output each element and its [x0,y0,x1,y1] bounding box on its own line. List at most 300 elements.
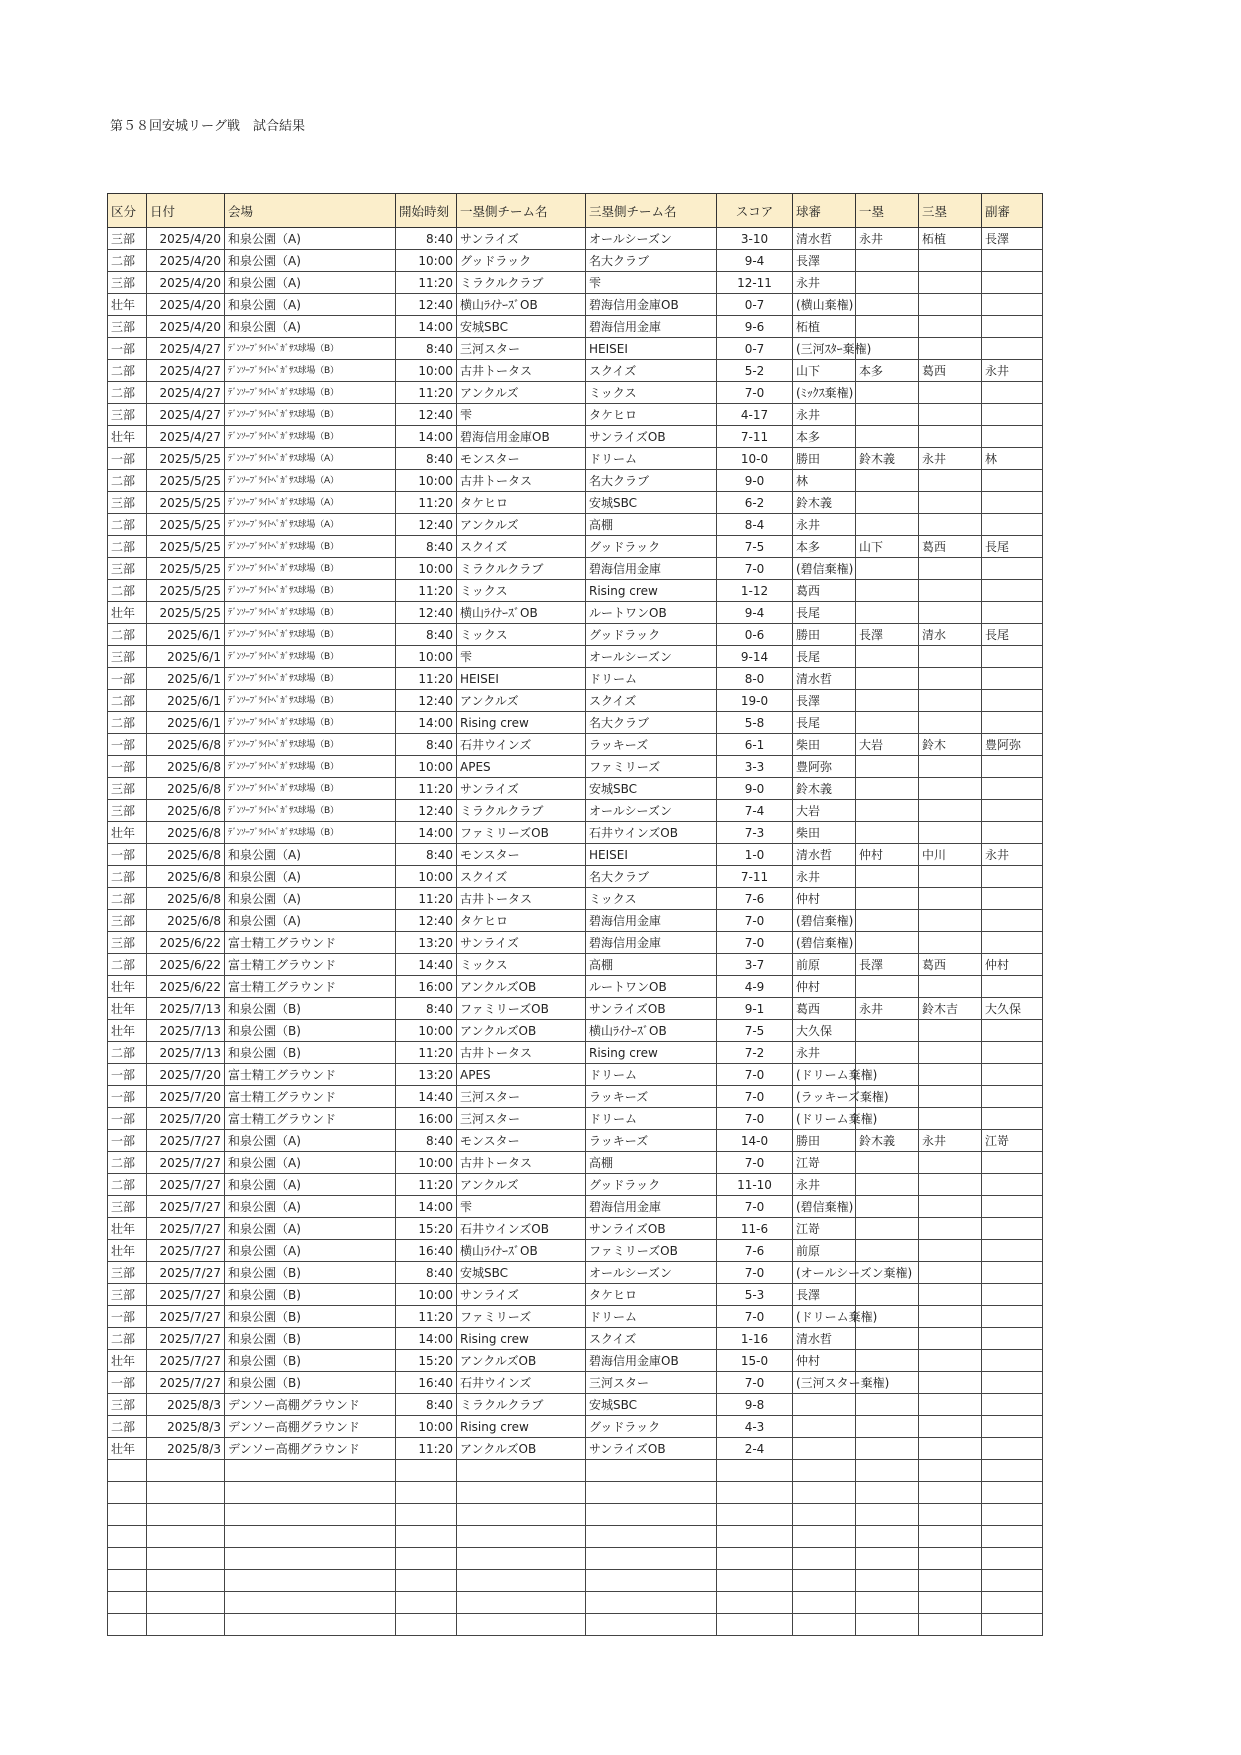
division-cell: 壮年 [108,1240,147,1262]
first-base-team-cell: ミックス [457,580,586,602]
empty-cell [457,1504,586,1526]
third-base-team-cell: ドリーム [586,448,717,470]
venue-cell: ﾃﾞﾝｿｰﾌﾞﾗｲﾄﾍﾟｶﾞｻｽ球場（B） [225,580,396,602]
venue-cell: ﾃﾞﾝｿｰﾌﾞﾗｲﾄﾍﾟｶﾞｻｽ球場（B） [225,712,396,734]
table-row [108,316,1043,338]
venue-cell: 和泉公園（A) [225,272,396,294]
empty-cell [396,1526,457,1548]
start-time-cell: 12:40 [396,690,457,712]
first-base-umpire-cell [856,514,919,536]
start-time-cell: 10:00 [396,360,457,382]
table-row [108,1262,1043,1284]
third-base-team-cell: オールシーズン [586,1262,717,1284]
table-row [108,470,1043,492]
first-base-team-cell: 古井トータス [457,1042,586,1064]
venue-cell: 和泉公園（B) [225,998,396,1020]
venue-cell: デンソー高棚グラウンド [225,1438,396,1460]
third-base-team-cell: グッドラック [586,1416,717,1438]
table-row [108,558,1043,580]
score-cell: 9-0 [717,470,793,492]
third-base-umpire-cell [919,976,982,998]
start-time-cell: 10:00 [396,866,457,888]
score-cell: 7-5 [717,1020,793,1042]
plate-umpire-cell: 仲村 [793,1350,856,1372]
table-row [108,1284,1043,1306]
empty-cell [586,1570,717,1592]
table-row [108,932,1043,954]
third-base-team-cell: ファミリーズ [586,756,717,778]
start-time-cell: 10:00 [396,1152,457,1174]
table-row [108,954,1043,976]
plate-umpire-cell: 清水哲 [793,228,856,250]
empty-cell [856,1482,919,1504]
empty-cell [919,1482,982,1504]
first-base-team-cell: 安城SBC [457,316,586,338]
date-cell: 2025/7/13 [147,998,225,1020]
assistant-umpire-cell [982,602,1043,624]
score-cell: 4-17 [717,404,793,426]
third-base-team-cell: 安城SBC [586,492,717,514]
third-base-umpire-cell [919,1196,982,1218]
third-base-team-cell: 石井ウインズOB [586,822,717,844]
assistant-umpire-cell [982,800,1043,822]
score-cell: 1-16 [717,1328,793,1350]
division-cell: 二部 [108,1152,147,1174]
third-base-team-cell: Rising crew [586,1042,717,1064]
start-time-cell: 8:40 [396,338,457,360]
score-cell: 7-3 [717,822,793,844]
empty-cell [793,1614,856,1636]
first-base-team-cell: モンスター [457,844,586,866]
empty-cell [856,1592,919,1614]
plate-umpire-cell: 大久保 [793,1020,856,1042]
start-time-cell: 14:00 [396,426,457,448]
third-base-umpire-cell [919,492,982,514]
empty-cell [147,1504,225,1526]
venue-cell: 和泉公園（A) [225,1240,396,1262]
first-base-umpire-cell [856,1284,919,1306]
division-cell: 二部 [108,360,147,382]
venue-cell: ﾃﾞﾝｿｰﾌﾞﾗｲﾄﾍﾟｶﾞｻｽ球場（B） [225,668,396,690]
score-cell: 9-4 [717,602,793,624]
start-time-cell: 10:00 [396,1284,457,1306]
division-cell: 三部 [108,228,147,250]
first-base-team-cell: 古井トータス [457,888,586,910]
start-time-cell: 12:40 [396,602,457,624]
table-row [108,1394,1043,1416]
first-base-team-cell: アンクルズOB [457,1020,586,1042]
plate-umpire-cell: 清水哲 [793,844,856,866]
division-cell: 二部 [108,624,147,646]
first-base-team-cell: 石井ウインズ [457,1372,586,1394]
date-cell: 2025/7/27 [147,1262,225,1284]
empty-cell [856,1460,919,1482]
third-base-team-cell: ラッキーズ [586,1086,717,1108]
assistant-umpire-cell: 林 [982,448,1043,470]
third-base-umpire-cell [919,1394,982,1416]
empty-cell [108,1526,147,1548]
assistant-umpire-cell [982,668,1043,690]
venue-cell: 和泉公園（A) [225,250,396,272]
assistant-umpire-cell [982,1196,1043,1218]
score-cell: 3-10 [717,228,793,250]
first-base-team-cell: 雫 [457,404,586,426]
third-base-umpire-cell [919,1240,982,1262]
plate-umpire-cell: 柘植 [793,316,856,338]
score-cell: 7-0 [717,1262,793,1284]
venue-cell: 和泉公園（A) [225,1218,396,1240]
first-base-team-cell: モンスター [457,1130,586,1152]
first-base-team-cell: アンクルズOB [457,1350,586,1372]
first-base-umpire-cell [856,558,919,580]
division-cell: 三部 [108,646,147,668]
results-table [107,193,1043,1636]
header-venue: 会場 [225,194,396,228]
venue-cell: ﾃﾞﾝｿｰﾌﾞﾗｲﾄﾍﾟｶﾞｻｽ球場（B） [225,382,396,404]
date-cell: 2025/6/1 [147,712,225,734]
division-cell: 一部 [108,448,147,470]
empty-cell [457,1460,586,1482]
empty-cell [396,1482,457,1504]
empty-cell [396,1460,457,1482]
start-time-cell: 8:40 [396,1262,457,1284]
third-base-umpire-cell [919,1328,982,1350]
venue-cell: 和泉公園（B) [225,1328,396,1350]
start-time-cell: 11:20 [396,1438,457,1460]
plate-umpire-cell: 清水哲 [793,1328,856,1350]
first-base-umpire-cell [856,1328,919,1350]
third-base-team-cell: ラッキーズ [586,734,717,756]
date-cell: 2025/8/3 [147,1394,225,1416]
plate-umpire-cell: 前原 [793,954,856,976]
table-row [108,712,1043,734]
date-cell: 2025/5/25 [147,492,225,514]
table-row [108,756,1043,778]
score-cell: 4-3 [717,1416,793,1438]
empty-cell [396,1592,457,1614]
date-cell: 2025/4/27 [147,426,225,448]
third-base-team-cell: 高棚 [586,1152,717,1174]
empty-row [108,1460,1043,1482]
table-row [108,602,1043,624]
third-base-umpire-cell [919,690,982,712]
start-time-cell: 8:40 [396,536,457,558]
empty-cell [717,1526,793,1548]
first-base-umpire-cell: 永井 [856,998,919,1020]
empty-cell [457,1592,586,1614]
date-cell: 2025/7/27 [147,1328,225,1350]
header-score: スコア [717,194,793,228]
assistant-umpire-cell [982,1284,1043,1306]
third-base-team-cell: スクイズ [586,360,717,382]
third-base-team-cell: 雫 [586,272,717,294]
plate-umpire-cell: 勝田 [793,624,856,646]
date-cell: 2025/6/1 [147,624,225,646]
score-cell: 7-5 [717,536,793,558]
date-cell: 2025/4/27 [147,404,225,426]
empty-cell [717,1592,793,1614]
division-cell: 三部 [108,404,147,426]
date-cell: 2025/4/20 [147,250,225,272]
plate-umpire-cell: 江嵜 [793,1152,856,1174]
header-date: 日付 [147,194,225,228]
score-cell: 6-2 [717,492,793,514]
plate-umpire-cell [793,1438,856,1460]
venue-cell: ﾃﾞﾝｿｰﾌﾞﾗｲﾄﾍﾟｶﾞｻｽ球場（B） [225,624,396,646]
start-time-cell: 11:20 [396,778,457,800]
date-cell: 2025/5/25 [147,558,225,580]
empty-cell [982,1460,1043,1482]
third-base-team-cell: グッドラック [586,1174,717,1196]
third-base-team-cell: ドリーム [586,1306,717,1328]
plate-umpire-cell [793,1394,856,1416]
assistant-umpire-cell: 長尾 [982,536,1043,558]
first-base-umpire-cell: 山下 [856,536,919,558]
third-base-umpire-cell [919,272,982,294]
first-base-umpire-cell: 永井 [856,228,919,250]
plate-umpire-cell: 仲村 [793,976,856,998]
first-base-team-cell: 古井トータス [457,1152,586,1174]
table-row [108,272,1043,294]
third-base-umpire-cell: 永井 [919,1130,982,1152]
plate-umpire-cell: 大岩 [793,800,856,822]
assistant-umpire-cell [982,250,1043,272]
venue-cell: 富士精工グラウンド [225,976,396,998]
date-cell: 2025/7/20 [147,1086,225,1108]
first-base-umpire-cell [856,1152,919,1174]
plate-umpire-cell: 本多 [793,536,856,558]
plate-umpire-cell: 長尾 [793,602,856,624]
date-cell: 2025/6/8 [147,756,225,778]
score-cell: 19-0 [717,690,793,712]
division-cell: 二部 [108,1042,147,1064]
start-time-cell: 11:20 [396,668,457,690]
third-base-team-cell: ミックス [586,888,717,910]
assistant-umpire-cell [982,1328,1043,1350]
first-base-team-cell: HEISEI [457,668,586,690]
plate-umpire-cell: (碧信棄権) [793,932,856,954]
division-cell: 三部 [108,932,147,954]
start-time-cell: 11:20 [396,272,457,294]
third-base-team-cell: ドリーム [586,668,717,690]
first-base-team-cell: アンクルズ [457,690,586,712]
assistant-umpire-cell [982,1086,1043,1108]
start-time-cell: 11:20 [396,382,457,404]
start-time-cell: 10:00 [396,1416,457,1438]
table-row [108,1438,1043,1460]
third-base-umpire-cell [919,316,982,338]
table-row [108,360,1043,382]
score-cell: 0-6 [717,624,793,646]
venue-cell: 和泉公園（A) [225,316,396,338]
assistant-umpire-cell [982,1438,1043,1460]
third-base-team-cell: 碧海信用金庫 [586,316,717,338]
third-base-team-cell: 名大クラブ [586,250,717,272]
third-base-team-cell: オールシーズン [586,800,717,822]
plate-umpire-cell: 柴田 [793,734,856,756]
first-base-team-cell: Rising crew [457,712,586,734]
third-base-umpire-cell [919,294,982,316]
empty-cell [586,1460,717,1482]
assistant-umpire-cell [982,910,1043,932]
score-cell: 7-0 [717,1152,793,1174]
empty-cell [457,1614,586,1636]
start-time-cell: 8:40 [396,844,457,866]
venue-cell: ﾃﾞﾝｿｰﾌﾞﾗｲﾄﾍﾟｶﾞｻｽ球場（B） [225,646,396,668]
score-cell: 15-0 [717,1350,793,1372]
division-cell: 一部 [108,756,147,778]
start-time-cell: 14:00 [396,712,457,734]
venue-cell: 富士精工グラウンド [225,954,396,976]
division-cell: 二部 [108,536,147,558]
first-base-team-cell: サンライズ [457,228,586,250]
table-row [108,624,1043,646]
empty-cell [225,1504,396,1526]
third-base-umpire-cell [919,580,982,602]
empty-cell [919,1548,982,1570]
empty-cell [225,1592,396,1614]
first-base-team-cell: ミラクルクラブ [457,800,586,822]
start-time-cell: 16:40 [396,1372,457,1394]
table-row [108,250,1043,272]
assistant-umpire-cell [982,338,1043,360]
empty-cell [793,1526,856,1548]
first-base-team-cell: アンクルズOB [457,976,586,998]
empty-row [108,1482,1043,1504]
date-cell: 2025/4/20 [147,272,225,294]
third-base-team-cell: 碧海信用金庫OB [586,1350,717,1372]
first-base-team-cell: Rising crew [457,1416,586,1438]
empty-cell [108,1592,147,1614]
assistant-umpire-cell [982,1240,1043,1262]
first-base-umpire-cell [856,1020,919,1042]
empty-cell [919,1526,982,1548]
third-base-team-cell: 碧海信用金庫 [586,1196,717,1218]
assistant-umpire-cell: 永井 [982,360,1043,382]
first-base-umpire-cell: 鈴木義 [856,1130,919,1152]
venue-cell: 富士精工グラウンド [225,1086,396,1108]
date-cell: 2025/6/1 [147,646,225,668]
table-row [108,294,1043,316]
first-base-team-cell: ファミリーズOB [457,998,586,1020]
assistant-umpire-cell [982,1152,1043,1174]
assistant-umpire-cell [982,580,1043,602]
empty-cell [982,1570,1043,1592]
first-base-team-cell: グッドラック [457,250,586,272]
division-cell: 壮年 [108,1438,147,1460]
plate-umpire-cell: 本多 [793,426,856,448]
third-base-umpire-cell [919,822,982,844]
plate-umpire-cell: 長尾 [793,646,856,668]
plate-umpire-cell: 清水哲 [793,668,856,690]
start-time-cell: 15:20 [396,1350,457,1372]
empty-cell [919,1614,982,1636]
date-cell: 2025/7/13 [147,1042,225,1064]
plate-umpire-cell: 林 [793,470,856,492]
date-cell: 2025/7/27 [147,1306,225,1328]
assistant-umpire-cell [982,1350,1043,1372]
table-row [108,448,1043,470]
third-base-team-cell: 名大クラブ [586,712,717,734]
table-row [108,1064,1043,1086]
header-division: 区分 [108,194,147,228]
empty-cell [919,1460,982,1482]
first-base-team-cell: サンライズ [457,778,586,800]
assistant-umpire-cell [982,558,1043,580]
empty-row [108,1614,1043,1636]
header-third-base-team: 三塁側チーム名 [586,194,717,228]
table-row [108,1108,1043,1130]
first-base-team-cell: ミラクルクラブ [457,1394,586,1416]
date-cell: 2025/4/27 [147,382,225,404]
empty-cell [225,1570,396,1592]
table-row [108,1130,1043,1152]
date-cell: 2025/7/27 [147,1218,225,1240]
venue-cell: 和泉公園（A) [225,1130,396,1152]
assistant-umpire-cell: 江嵜 [982,1130,1043,1152]
date-cell: 2025/6/22 [147,954,225,976]
third-base-team-cell: 碧海信用金庫OB [586,294,717,316]
third-base-umpire-cell [919,712,982,734]
first-base-umpire-cell [856,646,919,668]
third-base-umpire-cell [919,1152,982,1174]
assistant-umpire-cell [982,1064,1043,1086]
empty-cell [793,1460,856,1482]
date-cell: 2025/4/20 [147,316,225,338]
venue-cell: デンソー高棚グラウンド [225,1394,396,1416]
table-row [108,668,1043,690]
third-base-team-cell: オールシーズン [586,228,717,250]
table-row [108,976,1043,998]
division-cell: 三部 [108,910,147,932]
empty-cell [856,1614,919,1636]
empty-cell [147,1548,225,1570]
empty-cell [225,1548,396,1570]
first-base-umpire-cell [856,316,919,338]
start-time-cell: 16:40 [396,1240,457,1262]
venue-cell: 和泉公園（B) [225,1372,396,1394]
table-row [108,1042,1043,1064]
first-base-umpire-cell [856,250,919,272]
assistant-umpire-cell [982,712,1043,734]
assistant-umpire-cell [982,470,1043,492]
division-cell: 壮年 [108,976,147,998]
empty-cell [147,1526,225,1548]
score-cell: 7-6 [717,888,793,910]
date-cell: 2025/7/27 [147,1350,225,1372]
empty-cell [457,1570,586,1592]
start-time-cell: 14:00 [396,316,457,338]
assistant-umpire-cell [982,1306,1043,1328]
start-time-cell: 11:20 [396,492,457,514]
first-base-team-cell: APES [457,1064,586,1086]
plate-umpire-cell: 山下 [793,360,856,382]
third-base-umpire-cell [919,932,982,954]
third-base-umpire-cell [919,1350,982,1372]
first-base-team-cell: 三河スター [457,1108,586,1130]
score-cell: 8-0 [717,668,793,690]
empty-row [108,1548,1043,1570]
empty-cell [108,1482,147,1504]
start-time-cell: 15:20 [396,1218,457,1240]
empty-cell [717,1504,793,1526]
score-cell: 7-4 [717,800,793,822]
third-base-umpire-cell [919,1042,982,1064]
empty-cell [856,1526,919,1548]
empty-cell [147,1570,225,1592]
plate-umpire-cell: 勝田 [793,1130,856,1152]
division-cell: 一部 [108,844,147,866]
